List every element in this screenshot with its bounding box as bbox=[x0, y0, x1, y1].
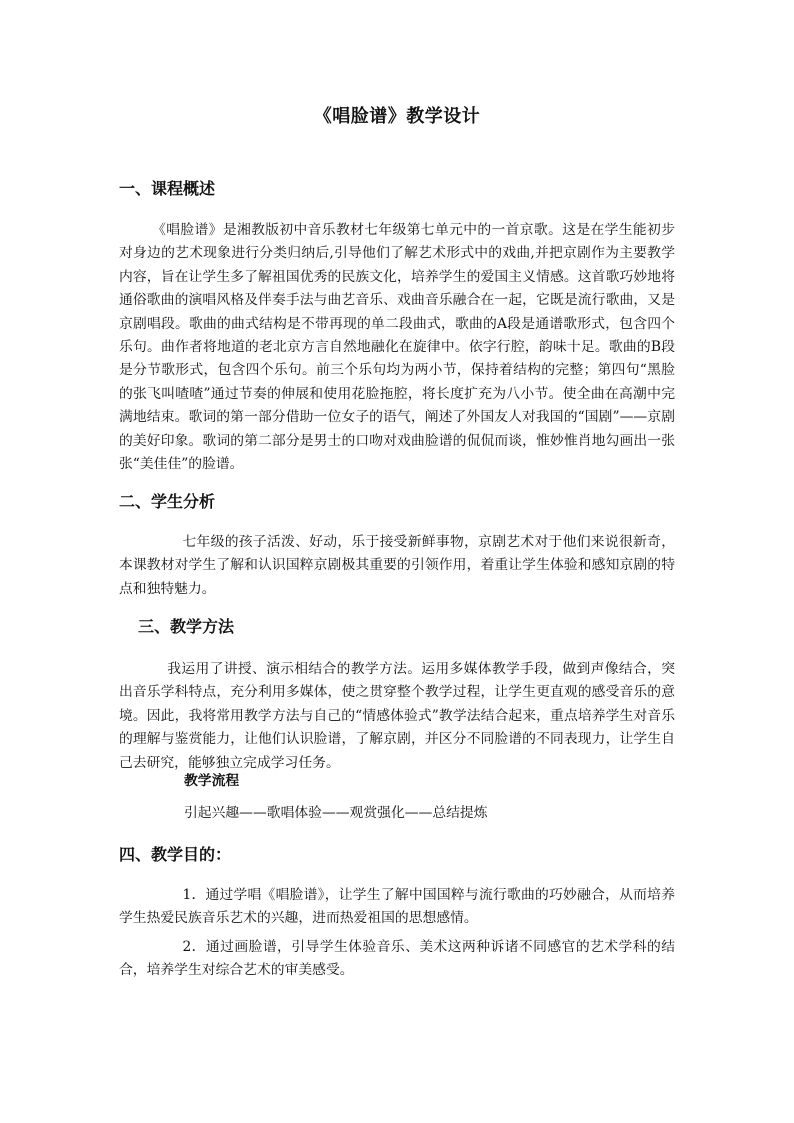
objective-item-1: 1．通过学唱《唱脸谱》，让学生了解中国国粹与流行歌曲的巧妙融合，从而培养学生热爱民族音乐艺术的兴趣，进而热爱祖国的思想感情。 bbox=[119, 887, 675, 927]
paragraph-overview: 《唱脸谱》是湘教版初中音乐教材七年级第七单元中的一首京歌。这是在学生能初步对身边的艺术现象进行分类归纳后,引导他们了解艺术形式中的戏曲,并把京剧作为主要教学内容，旨在让学生多了解祖国优秀的民族文化，培养学生的爱国主义情感。这首歌巧妙地将通俗歌曲的演唱风格及伴奏手法与曲艺音乐、戏曲音乐融合在一起，它既是流行歌曲，又是京剧唱段。歌曲的曲式结构是不带再现的单二段曲式，歌曲的A段是通谱歌形式，包含四个乐句。曲作者将地道的老北京方言自然地融化在旋律中。依字行腔，韵味十足。歌曲的B段是分节歌形式，包含四个乐句。前三个乐句均为两小节，保持着结构的完整；第四句“黑脸的张飞叫喳喳”通过节奏的伸展和使用花脸拖腔，将长度扩充为八小节。使全曲在高潮中完满地结束。歌词的第一部分借助一位女子的语气，阐述了外国友人对我国的“国剧”——京剧的美好印象。歌词的第二部分是男士的口吻对戏曲脸谱的侃侃而谈，惟妙惟肖地勾画出一张张“美佳佳”的脸谱。 bbox=[119, 222, 675, 473]
section-heading-overview: 一、课程概述 bbox=[119, 179, 216, 198]
section-heading-objectives: 四、教学目的： bbox=[119, 845, 232, 864]
section-heading-methods: 三、教学方法 bbox=[138, 617, 235, 636]
section-heading-students: 二、学生分析 bbox=[119, 492, 216, 511]
paragraph-students: 七年级的孩子活泼、好动，乐于接受新鲜事物，京剧艺术对于他们来说很新奇，本课教材对学生了解和认识国粹京剧极其重要的引领作用，着重让学生体验和感知京剧的特点和独特魅力。 bbox=[119, 534, 675, 597]
page-title: 《唱脸谱》教学设计 bbox=[313, 106, 481, 127]
teaching-flow-heading: 教学流程 bbox=[184, 773, 240, 789]
objective-item-2: 2．通过画脸谱，引导学生体验音乐、美术这两种诉诸不同感官的艺术学科的结合，培养学生对综合艺术的审美感受。 bbox=[119, 939, 675, 979]
teaching-flow-text: 引起兴趣——歌唱体验——观赏强化——总结提炼 bbox=[184, 805, 488, 821]
paragraph-methods: 我运用了讲授、演示相结合的教学方法。运用多媒体教学手段，做到声像结合，突出音乐学科特点，充分利用多媒体，使之贯穿整个教学过程，让学生更直观的感受音乐的意境。因此，我将常用教学方法与自己的“情感体验式”教学法结合起来，重点培养学生对音乐的理解与鉴赏能力，让他们认识脸谱，了解京剧，并区分不同脸谱的不同表现力，让学生自己去研究，能够独立完成学习任务。 bbox=[119, 661, 675, 771]
